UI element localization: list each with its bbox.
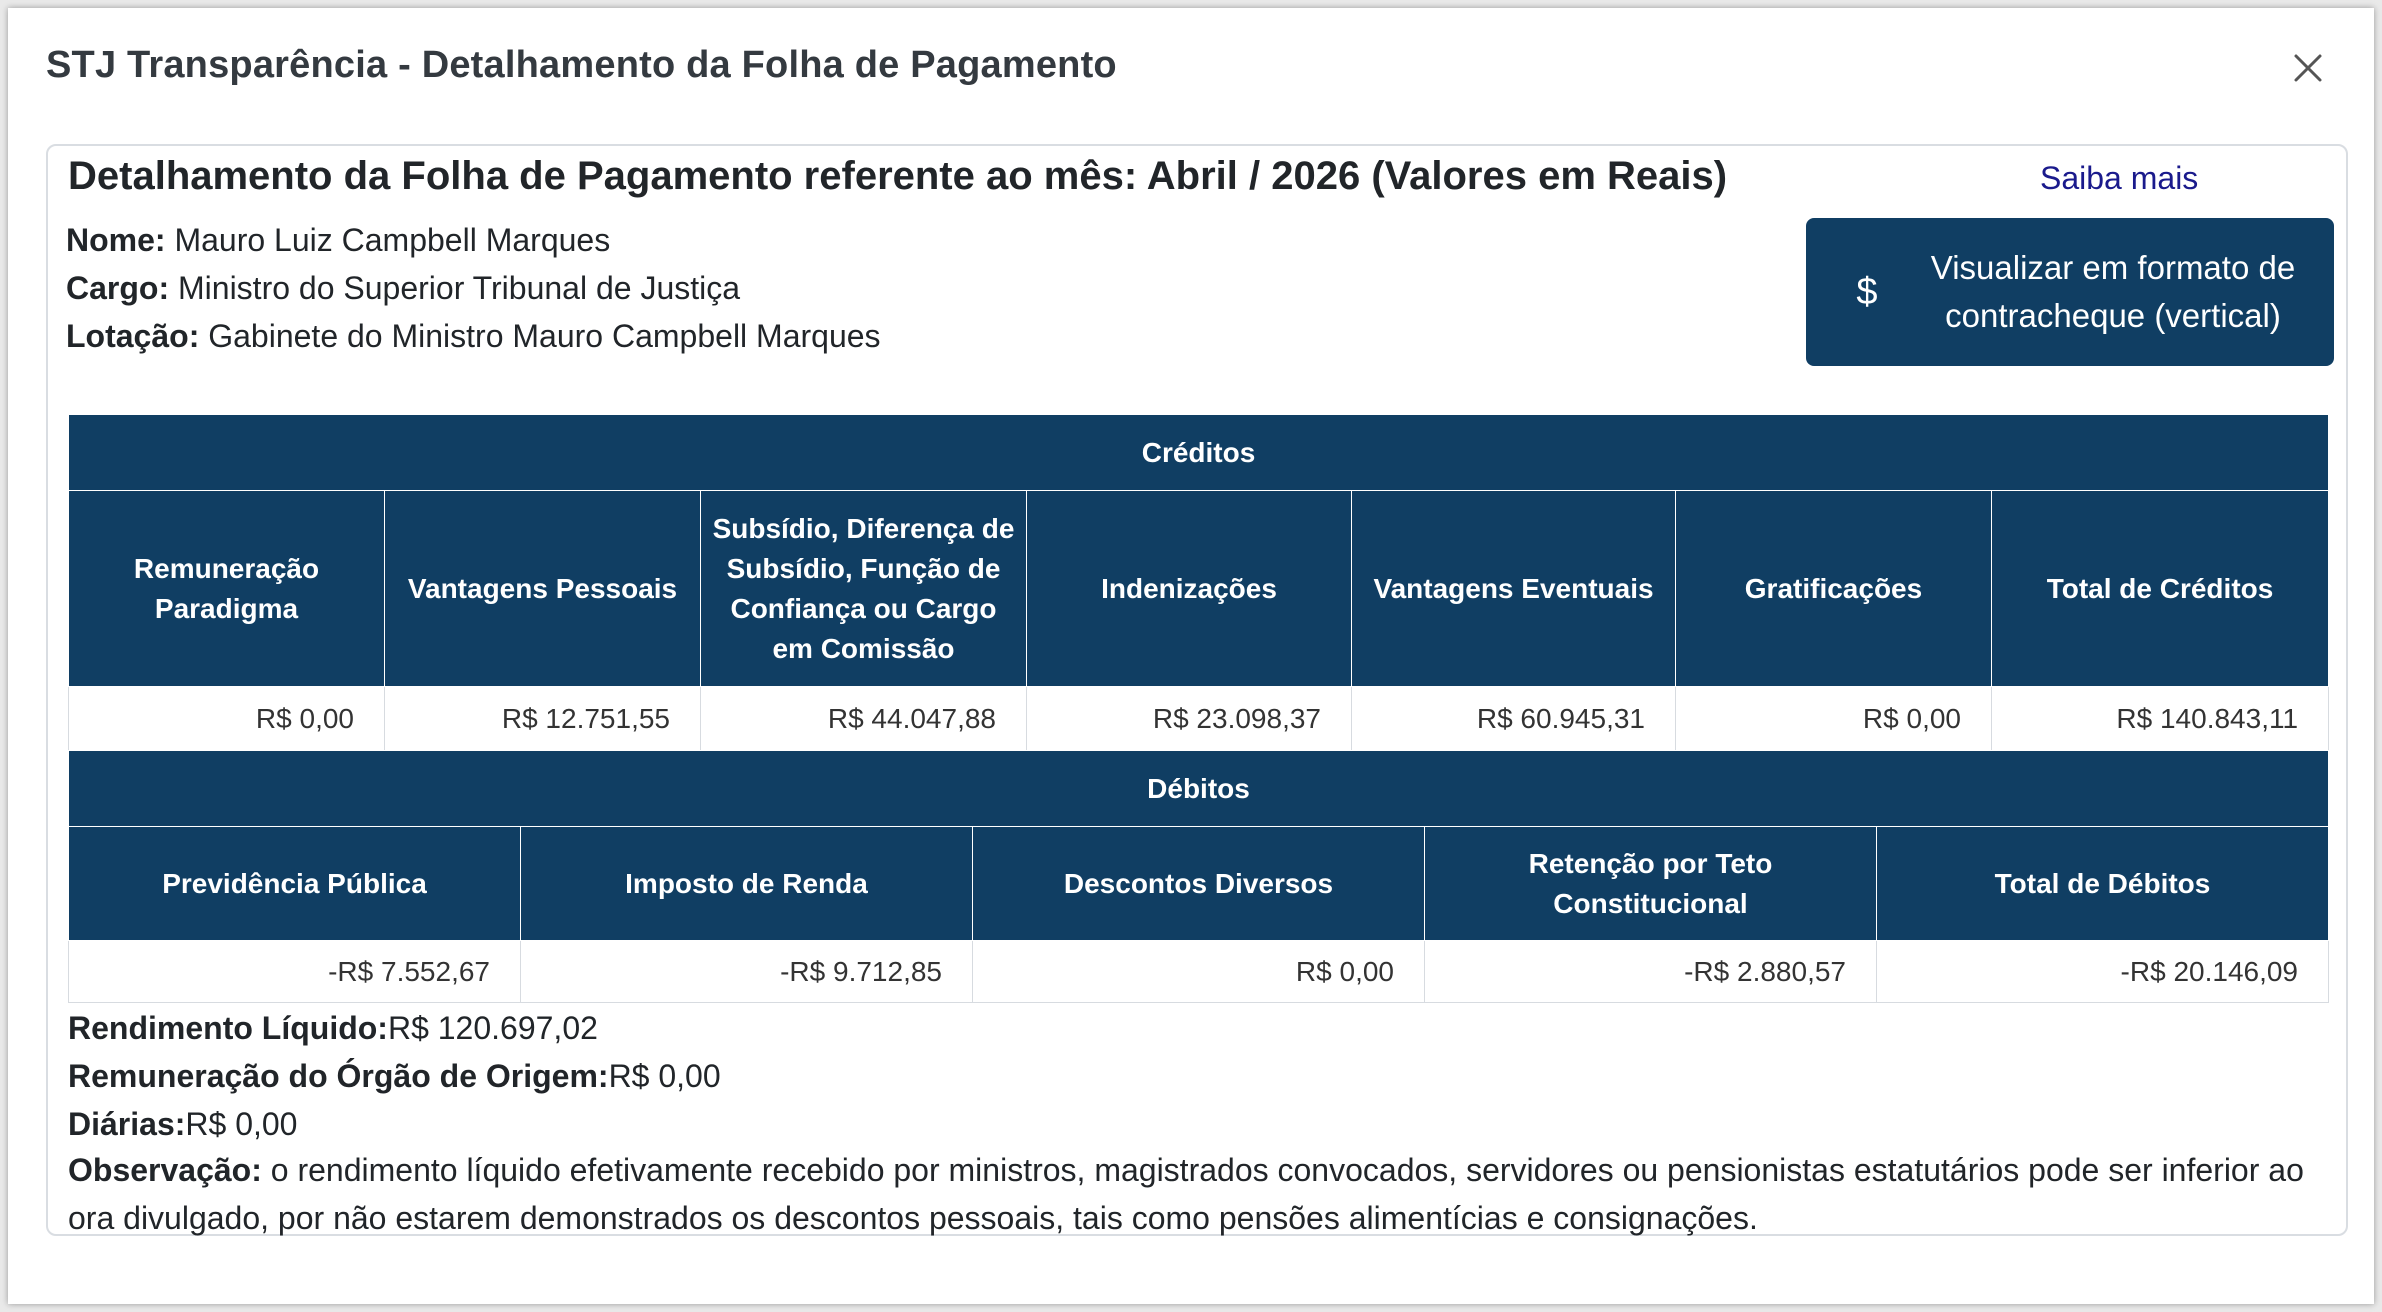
rendimento-value: R$ 120.697,02 (387, 1010, 598, 1046)
orgao-label: Remuneração do Órgão de Origem: (68, 1058, 609, 1094)
cargo-value: Ministro do Superior Tribunal de Justiça (178, 270, 741, 306)
cargo-label: Cargo: (66, 270, 170, 306)
creditos-value: R$ 0,00 (1676, 687, 1992, 751)
debitos-table (68, 750, 2329, 1003)
debitos-header: Previdência Pública (69, 827, 521, 941)
rendimento-label: Rendimento Líquido: (68, 1010, 388, 1046)
observacao (68, 1146, 2330, 1242)
creditos-header: Indenizações (1027, 491, 1352, 687)
lotacao-label: Lotação: (66, 318, 200, 354)
close-icon (2284, 44, 2332, 92)
debitos-header: Descontos Diversos (973, 827, 1425, 941)
debitos-header: Retenção por Teto Constitucional (1425, 827, 1877, 941)
creditos-value: R$ 140.843,11 (1992, 687, 2329, 751)
saiba-mais-link[interactable]: Saiba mais (2040, 160, 2199, 196)
close-button[interactable] (2284, 44, 2332, 92)
creditos-header: Vantagens Pessoais (385, 491, 701, 687)
creditos-value: R$ 23.098,37 (1027, 687, 1352, 751)
dollar-icon: $ (1856, 270, 1878, 313)
nome-value: Mauro Luiz Campbell Marques (174, 222, 611, 258)
debitos-values-row (69, 941, 2329, 1003)
debitos-value: -R$ 7.552,67 (69, 941, 521, 1003)
payroll-modal (8, 8, 2374, 1304)
creditos-header: Gratificações (1676, 491, 1992, 687)
creditos-table (68, 414, 2329, 751)
creditos-header: Vantagens Eventuais (1352, 491, 1676, 687)
modal-title: STJ Transparência - Detalhamento da Folha de Pagamento (46, 44, 1117, 86)
lotacao-line (66, 318, 881, 355)
obs-label: Observação: (68, 1152, 262, 1188)
debitos-value: -R$ 9.712,85 (521, 941, 973, 1003)
creditos-values-row (69, 687, 2329, 751)
creditos-title: Créditos (69, 415, 2329, 491)
creditos-value: R$ 60.945,31 (1352, 687, 1676, 751)
orgao-value: R$ 0,00 (608, 1058, 721, 1094)
debitos-header: Total de Débitos (1877, 827, 2329, 941)
creditos-value: R$ 12.751,55 (385, 687, 701, 751)
rendimento-liquido (68, 1010, 598, 1047)
remuneracao-orgao-origem (68, 1058, 721, 1095)
debitos-value: -R$ 2.880,57 (1425, 941, 1877, 1003)
button-label-line-1: Visualizar em formato de (1930, 249, 2296, 286)
view-contracheque-label (1922, 244, 2328, 340)
creditos-header: Subsídio, Diferença de Subsídio, Função de Confiança ou Cargo em Comissão (701, 491, 1027, 687)
diarias-label: Diárias: (68, 1106, 186, 1142)
lotacao-value: Gabinete do Ministro Mauro Campbell Marques (208, 318, 881, 354)
creditos-header: Total de Créditos (1992, 491, 2329, 687)
debitos-header: Imposto de Renda (521, 827, 973, 941)
creditos-value: R$ 0,00 (69, 687, 385, 751)
obs-text: o rendimento líquido efetivamente recebido por ministros, magistrados convocados, servidores ou pensionistas estatutários pode ser inferior ao ora divulgado, por não estarem demonstrados os descontos pessoais, tais como pensões alimentícias e consignações. (68, 1152, 2304, 1236)
view-contracheque-button[interactable] (1806, 218, 2334, 366)
creditos-value: R$ 44.047,88 (701, 687, 1027, 751)
debitos-title: Débitos (69, 751, 2329, 827)
creditos-header: Remuneração Paradigma (69, 491, 385, 687)
debitos-value: -R$ 20.146,09 (1877, 941, 2329, 1003)
payroll-card (46, 144, 2348, 1236)
diarias (68, 1106, 297, 1143)
nome-line (66, 222, 610, 259)
diarias-value: R$ 0,00 (185, 1106, 298, 1142)
nome-label: Nome: (66, 222, 166, 258)
button-label-line-2: contracheque (vertical) (1945, 297, 2281, 334)
debitos-value: R$ 0,00 (973, 941, 1425, 1003)
modal-header (8, 8, 2374, 128)
cargo-line (66, 270, 740, 307)
card-title: Detalhamento da Folha de Pagamento referente ao mês: Abril / 2026 (Valores em Reais) (68, 154, 1728, 198)
